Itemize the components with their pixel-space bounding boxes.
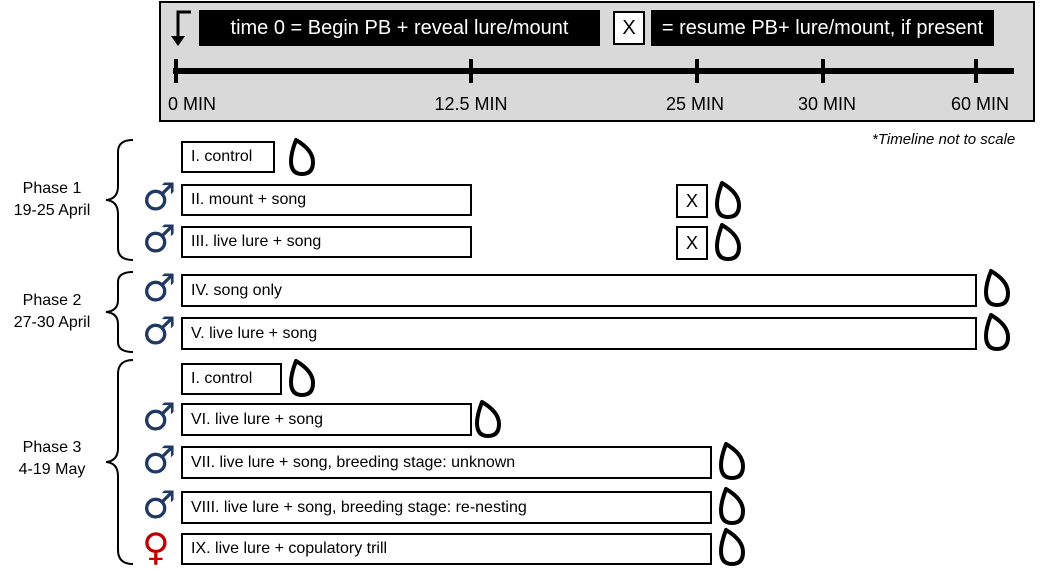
male-symbol-icon: ♂ [142, 483, 177, 527]
drop-end-icon [474, 399, 502, 439]
male-symbol-icon: ♂ [142, 266, 177, 310]
drop-end-icon [718, 441, 746, 481]
trial-row: I. control [181, 363, 282, 395]
trial-row: III. live lure + song [181, 226, 472, 258]
drop-end-icon [714, 180, 742, 220]
phase-1-dates: 19-25 April [13, 202, 91, 219]
female-symbol-icon: ♀ [142, 525, 170, 569]
trial-row: IX. live lure + copulatory trill [181, 533, 712, 565]
male-symbol-icon: ♂ [142, 438, 177, 482]
phase-1-brace [100, 138, 140, 262]
tick-60 [974, 59, 978, 83]
trial-row: VI. live lure + song [181, 403, 472, 436]
timeline-axis [173, 68, 1014, 74]
drop-end-icon [983, 312, 1011, 352]
legend-resume-text: = resume PB+ lure/mount, if present [651, 10, 994, 46]
trial-row: V. live lure + song [181, 317, 977, 350]
tick-0 [174, 59, 178, 83]
phase-3-brace [100, 358, 140, 566]
drop-end-icon [714, 222, 742, 262]
tick-25 [695, 59, 699, 83]
trial-row: VIII. live lure + song, breeding stage: re-nesting [181, 491, 712, 524]
tick-label-30: 30 MIN [797, 94, 857, 114]
legend-start-text: time 0 = Begin PB + reveal lure/mount [199, 10, 600, 46]
start-arrow-icon [170, 8, 196, 48]
legend-resume-box: X [613, 11, 645, 45]
resume-marker: X [676, 184, 708, 218]
tick-30 [821, 59, 825, 83]
phase-1-name: Phase 1 [22, 180, 82, 197]
phase-2-dates: 27-30 April [13, 314, 91, 331]
tick-label-0: 0 MIN [167, 94, 217, 114]
drop-end-icon [288, 137, 316, 177]
phase-3-dates: 4-19 May [18, 461, 86, 478]
phase-2-label [4, 290, 100, 334]
phase-2-name: Phase 2 [22, 292, 82, 309]
tick-12-5 [469, 59, 473, 83]
trial-row: I. control [181, 141, 275, 173]
resume-marker: X [676, 226, 708, 260]
tick-label-60: 60 MIN [950, 94, 1010, 114]
drop-end-icon [288, 358, 316, 398]
tick-label-12-5: 12.5 MIN [434, 94, 508, 114]
phase-1-label [4, 178, 100, 222]
trial-row: IV. song only [181, 274, 977, 307]
male-symbol-icon: ♂ [142, 217, 177, 261]
trial-row: VII. live lure + song, breeding stage: unknown [181, 446, 712, 479]
drop-end-icon [718, 486, 746, 526]
phase-2-brace [100, 270, 140, 354]
phase-3-name: Phase 3 [22, 439, 82, 456]
drop-end-icon [718, 527, 746, 567]
male-symbol-icon: ♂ [142, 175, 177, 219]
scale-note: *Timeline not to scale [872, 131, 1016, 148]
tick-label-25: 25 MIN [665, 94, 725, 114]
phase-3-label [4, 437, 100, 481]
male-symbol-icon: ♂ [142, 309, 177, 353]
male-symbol-icon: ♂ [142, 395, 177, 439]
trial-row: II. mount + song [181, 184, 472, 216]
drop-end-icon [983, 268, 1011, 308]
